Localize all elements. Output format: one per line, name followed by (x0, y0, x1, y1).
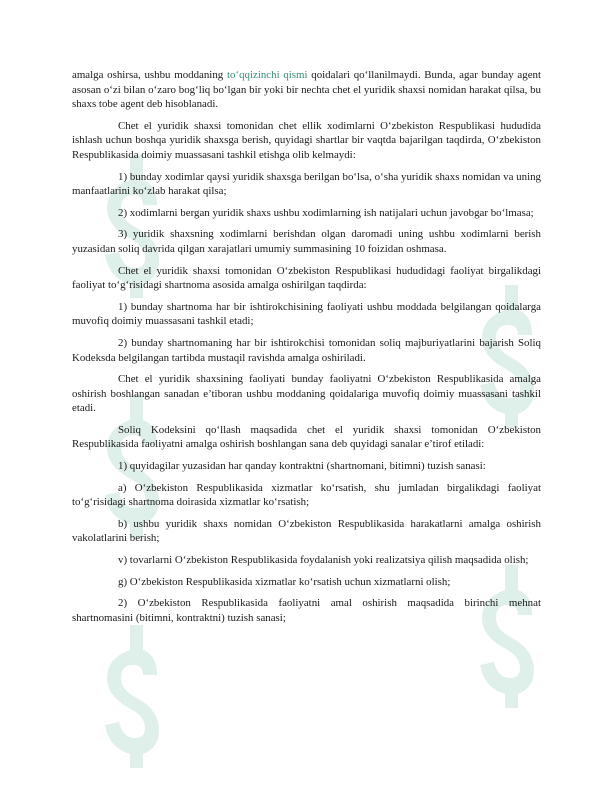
paragraph-text: qoidalari qo‘llanilmaydi. Bunda, agar bunday agent asosan o‘zi bilan o‘zaro bog‘liq bo‘lgan bir yoki bir nechta chet el yuridik shaxsi nomidan harakat qilsa, bu shaxs tobe agent deb hisoblanadi. (72, 69, 541, 111)
paragraph: Chet el yuridik shaxsi tomonidan O‘zbekiston Respublikasi hududidagi faoliyat birgalikdagi faoliyat to‘g‘risidagi shartnoma asosida amalga oshirilgan taqdirda: (72, 264, 541, 292)
paragraph: Chet el yuridik shaxsining faoliyati bunday faoliyatni O‘zbekiston Respublikasida amalga oshirish boshlangan sanadan e’tiboran ushbu moddaning qoidalariga muvofiq doimiy muassasani tashkil etadi. (72, 373, 541, 415)
list-item: 2) xodimlarni bergan yuridik shaxs ushbu xodimlarning ish natijalari uchun javobgar bo‘lmasa; (118, 206, 534, 219)
list-item: v) tovarlarni O‘zbekiston Respublikasida foydalanish yoki realizatsiya qilish maqsadida olish; (118, 554, 529, 567)
list-item: b) ushbu yuridik shaxs nomidan O‘zbekiston Respublikasida harakatlarni amalga oshirish vakolatlarini berish; (72, 517, 541, 545)
paragraph (72, 68, 541, 112)
watermark-icon (95, 620, 165, 770)
paragraph-text: amalga oshirsa, ushbu moddaning (72, 69, 227, 81)
list-item: 1) quyidagilar yuzasidan har qanday kontraktni (shartnomani, bitimni) tuzish sanasi: (118, 460, 486, 473)
list-item: g) O‘zbekiston Respublikasida xizmatlar ko‘rsatish uchun xizmatlarni olish; (118, 575, 451, 588)
list-item: 1) bunday xodimlar qaysi yuridik shaxsga berilgan bo‘lsa, o‘sha yuridik shaxs nomidan va uning manfaatlarini ko‘zlab harakat qilsa; (72, 170, 541, 198)
paragraph: Soliq Kodeksini qo‘llash maqsadida chet el yuridik shaxsi tomonidan O‘zbekiston Respublikasida faoliyatni amalga oshirish boshlangan sana deb quyidagi sanalar e’tirof etiladi: (72, 423, 541, 451)
list-item: 3) yuridik shaxsning xodimlarni berishdan olgan daromadi uning ushbu xodimlarni berish yuzasidan soliq davrida qilgan xarajatlari umumiy summasining 10 foizidan oshmasa. (72, 228, 541, 255)
document-body (72, 68, 541, 632)
list-item: 1) bunday shartnoma har bir ishtirokchisining faoliyati ushbu moddada belgilangan qoidalarga muvofiq doimiy muassasani tashkil etadi; (72, 300, 541, 328)
article-part-link[interactable]: to‘qqizinchi qismi (226, 69, 308, 81)
list-item: a) O‘zbekiston Respublikasida xizmatlar ko‘rsatish, shu jumladan birgalikdagi faoliyat to‘g‘risidagi shartnoma doirasida xizmatlar ko‘rsatish; (72, 481, 541, 509)
list-item: 2) O‘zbekiston Respublikasida faoliyatni amal oshirish maqsadida birinchi mehnat shartnomasini (bitimni, kontraktni) tuzish sanasi; (72, 597, 541, 624)
list-item: 2) bunday shartnomaning har bir ishtirokchisi tomonidan soliq majburiyatlarini bajarish Soliq Kodeksda belgilangan tartibda mustaqil ravishda amalga oshiriladi. (72, 336, 541, 364)
paragraph: Chet el yuridik shaxsi tomonidan chet ellik xodimlarni O‘zbekiston Respublikasi hududida ishlash uchun boshqa yuridik shaxsga berish, quyidagi shartlar bir vaqtda bajarilgan taqdirda, O‘zbekiston Respublikasida doimiy muassasani tashkil etishga olib kelmaydi: (72, 119, 541, 161)
